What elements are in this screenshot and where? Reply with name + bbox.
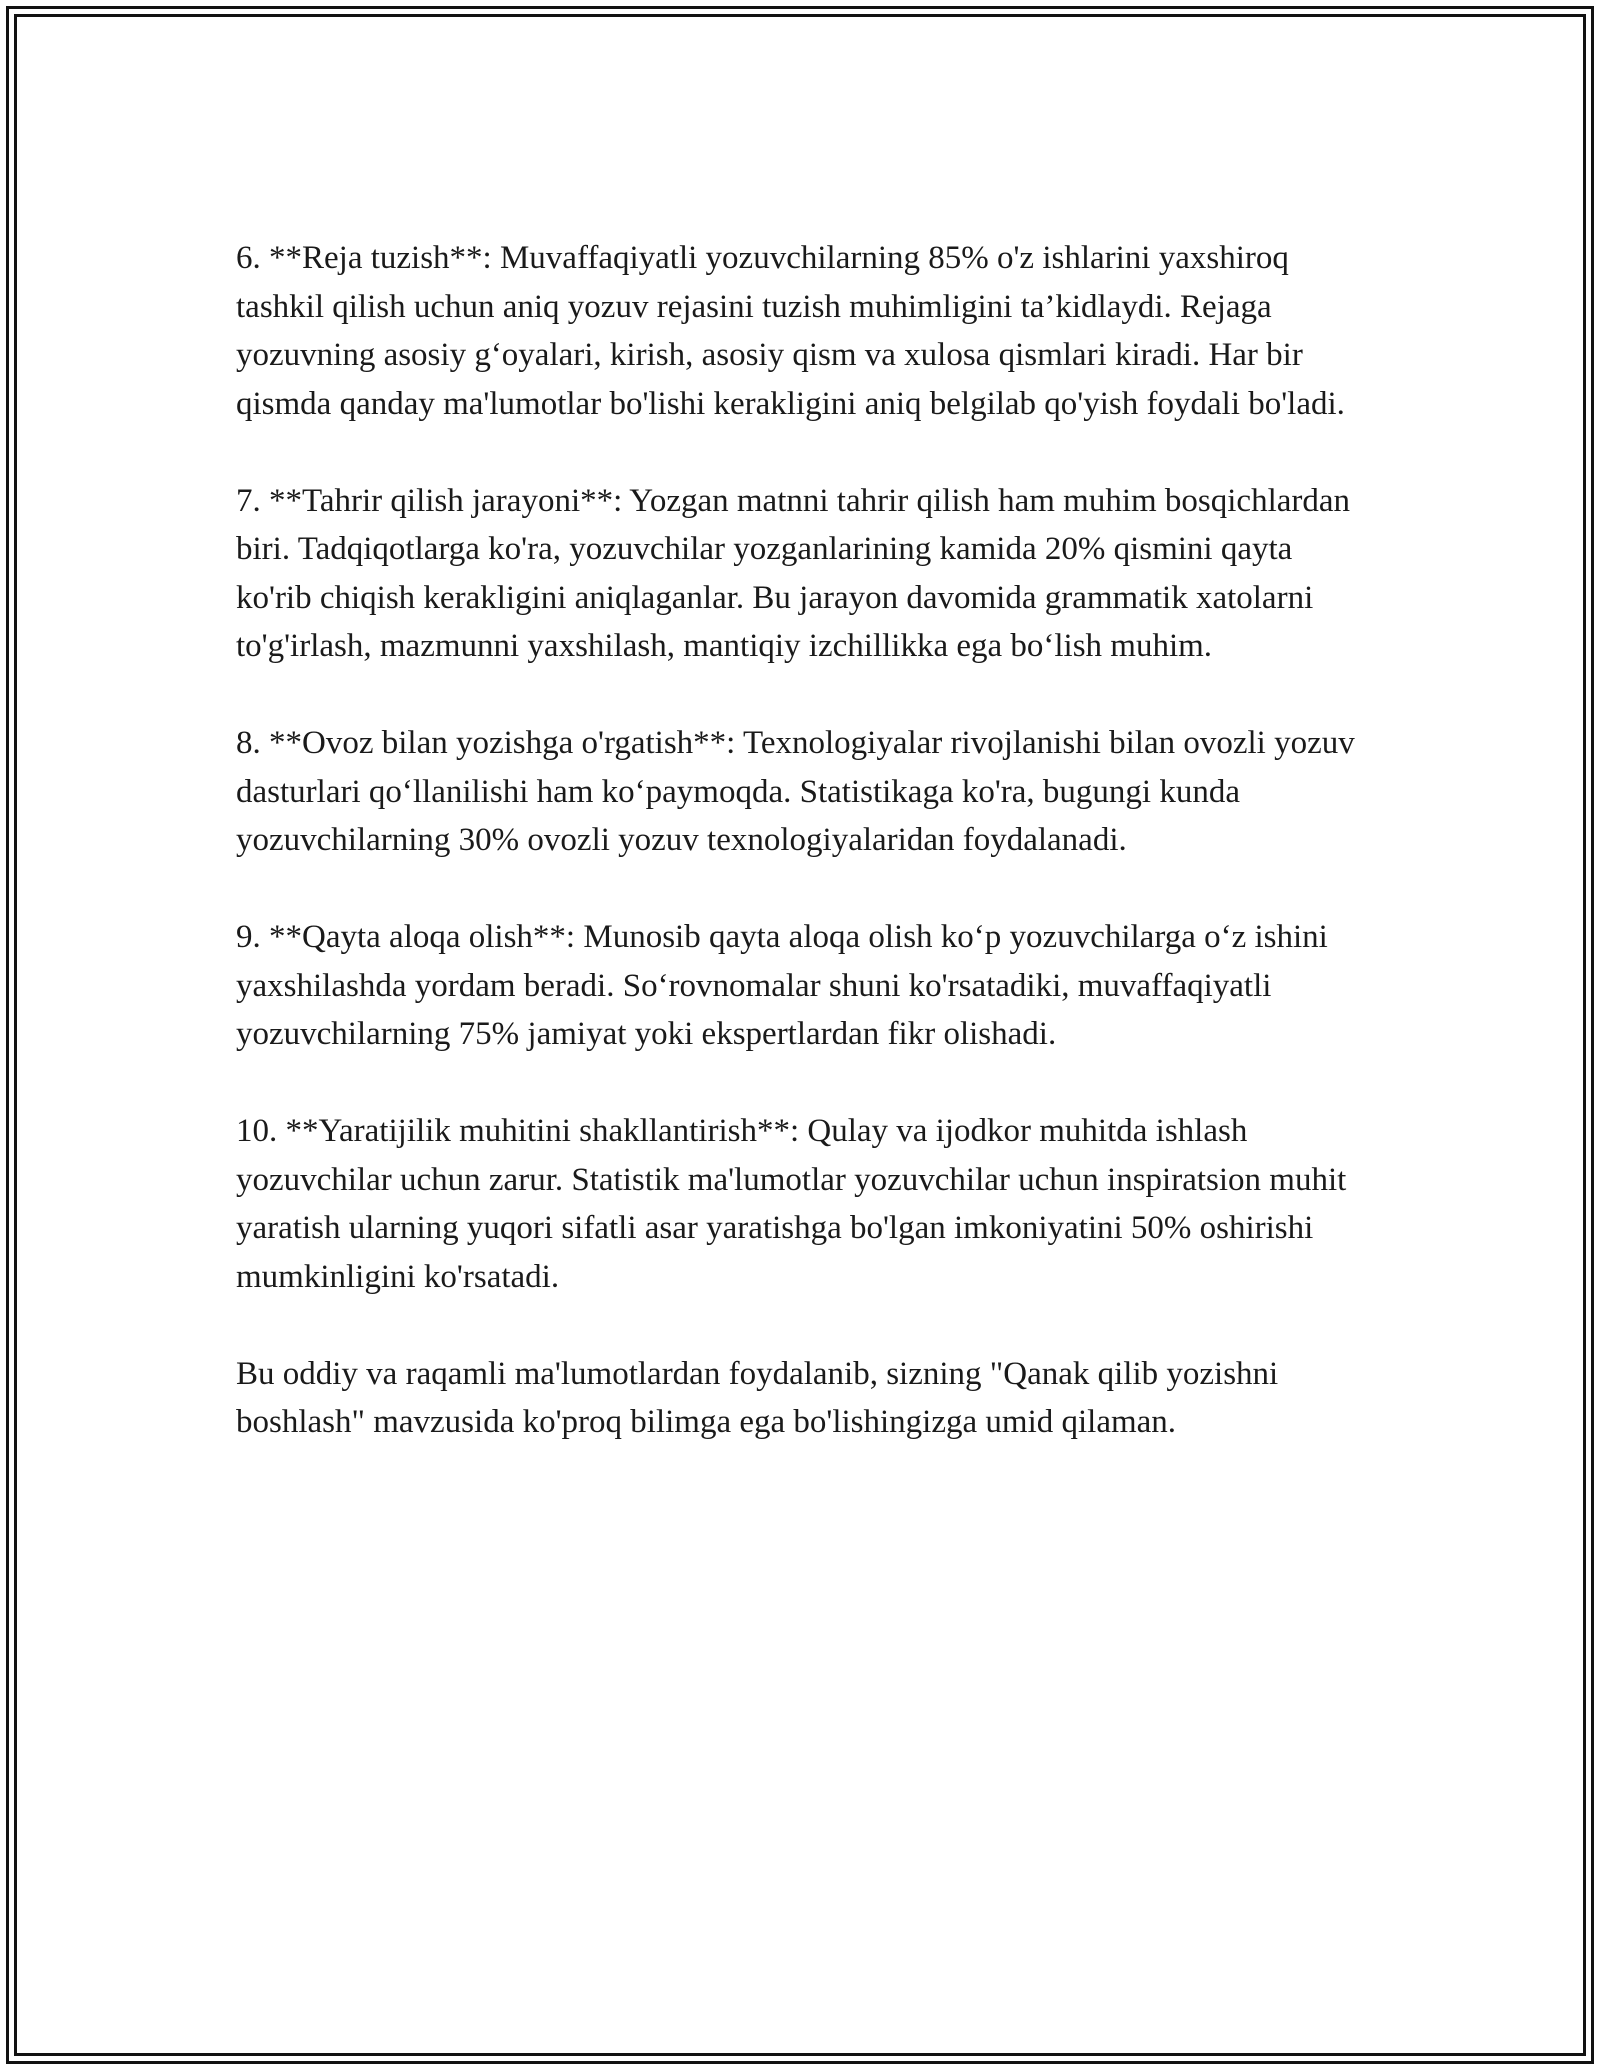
- document-body: [236, 234, 1376, 1495]
- paragraph-ovoz-bilan-yozish: 8. **Ovoz bilan yozishga o'rgatish**: Texnologiyalar rivojlanishi bilan ovozli yozuv dasturlari qo‘llanilishi ham ko‘paymoqda. Statistikaga ko'ra, bugungi kunda yozuvchilarning 30% ovozli yozuv texnologiyalaridan foydalanadi.: [236, 725, 1355, 858]
- paragraph-tahrir-qilish: 7. **Tahrir qilish jarayoni**: Yozgan matnni tahrir qilish ham muhim bosqichlardan biri. Tadqiqotlarga ko'ra, yozuvchilar yozganlarining kamida 20% qismini qayta ko'rib chiqish kerakligini aniqlaganlar. Bu jarayon davomida grammatik xatolarni to'g'irlash, mazmunni yaxshilash, mantiqiy izchillikka ega bo‘lish muhim.: [236, 482, 1351, 664]
- paragraph-qayta-aloqa: 9. **Qayta aloqa olish**: Munosib qayta aloqa olish ko‘p yozuvchilarga o‘z ishini yaxshilashda yordam beradi. So‘rovnomalar shuni ko'rsatadiki, muvaffaqiyatli yozuvchilarning 75% jamiyat yoki ekspertlardan fikr olishadi.: [236, 919, 1328, 1052]
- paragraph-conclusion: Bu oddiy va raqamli ma'lumotlardan foydalanib, sizning "Qanak qilib yozishni boshlash" mavzusida ko'proq bilimga ega bo'lishingizga umid qilaman.: [236, 1355, 1279, 1440]
- paragraph-reja-tuzish: 6. **Reja tuzish**: Muvaffaqiyatli yozuvchilarning 85% o'z ishlarini yaxshiroq tashkil qilish uchun aniq yozuv rejasini tuzish muhimligini ta’kidlaydi. Rejaga yozuvning asosiy g‘oyalari, kirish, asosiy qism va xulosa qismlari kiradi. Har bir qismda qanday ma'lumotlar bo'lishi kerakligini aniq belgilab qo'yish foydali bo'ladi.: [236, 240, 1345, 422]
- paragraph-yaratuvchilik-muhiti: 10. **Yaratijilik muhitini shakllantirish**: Qulay va ijodkor muhitda ishlash yozuvchilar uchun zarur. Statistik ma'lumotlar yozuvchilar uchun inspiratsion muhit yaratish ularning yuqori sifatli asar yaratishga bo'lgan imkoniyatini 50% oshirishi mumkinligini ko'rsatadi.: [236, 1113, 1347, 1295]
